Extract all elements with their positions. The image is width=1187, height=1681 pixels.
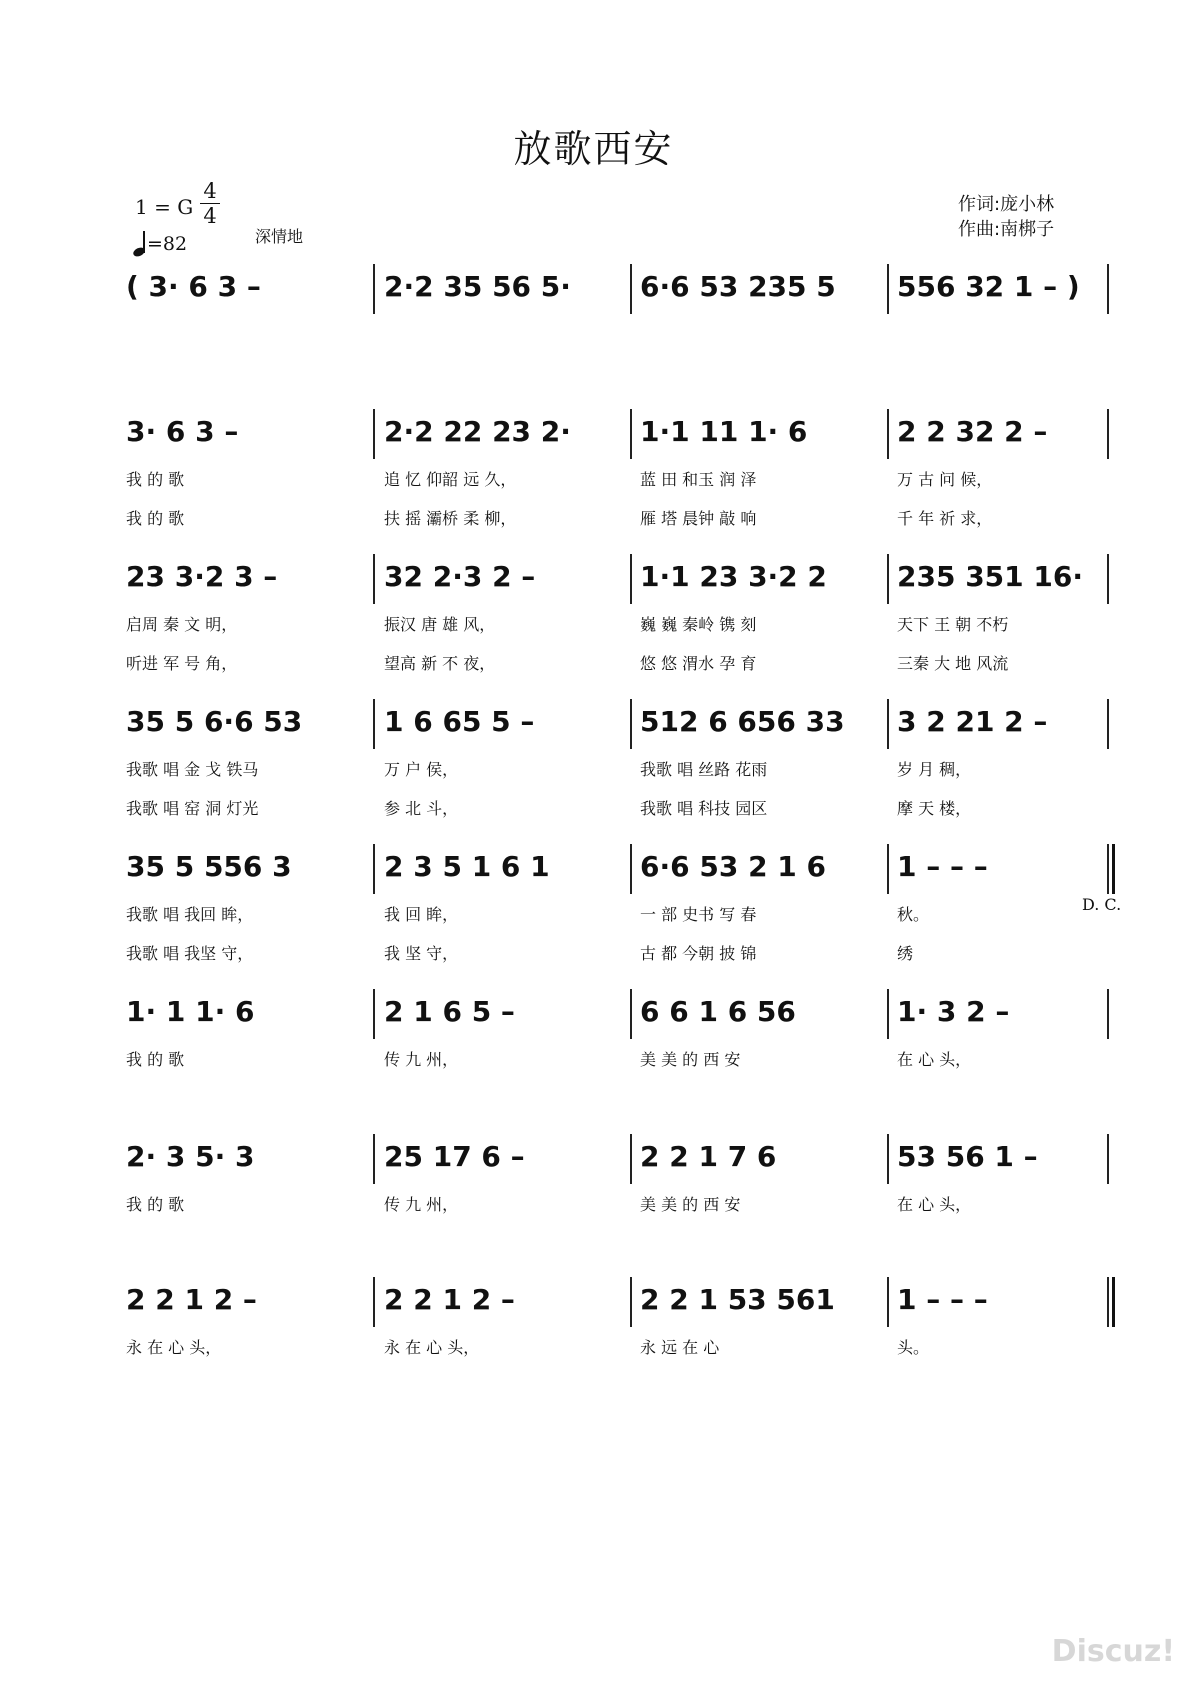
lyric-line: 传 九 州， — [384, 1195, 459, 1214]
lyric-line: 永 远 在 心 — [640, 1338, 720, 1357]
barline — [887, 264, 889, 314]
lyric-line: 永 在 心 头， — [126, 1338, 222, 1357]
lyric-line: 在 心 头， — [897, 1050, 972, 1069]
composer-credit: 作曲:南梆子 — [958, 219, 1055, 240]
lyric-line: 我歌 唱 我回 眸， — [126, 905, 254, 924]
barline — [630, 844, 632, 894]
measure-notes: 2· 3 5· 3 — [126, 1140, 255, 1173]
barline — [373, 554, 375, 604]
tempo-value: =82 — [147, 233, 188, 255]
lyric-line: 在 心 头， — [897, 1195, 972, 1214]
lyric-line: 万 古 问 候， — [897, 470, 993, 489]
measure-notes: 3· 6 3 – — [126, 415, 239, 448]
measure-notes: 35 5 556 3 — [126, 850, 292, 883]
measure-notes: 3 2 21 2 – — [897, 705, 1048, 738]
barline — [887, 1277, 889, 1327]
barline — [887, 699, 889, 749]
measure-notes: 1 – – – — [897, 1283, 988, 1316]
barline — [373, 264, 375, 314]
barline — [373, 989, 375, 1039]
da-capo-mark: D. C. — [1082, 895, 1122, 914]
barline — [887, 1134, 889, 1184]
barline — [1107, 264, 1109, 314]
song-title: 放歌西安 — [513, 127, 674, 171]
barline — [1107, 1277, 1109, 1327]
lyric-line: 千 年 祈 求， — [897, 509, 993, 528]
measure-notes: 6 6 1 6 56 — [640, 995, 796, 1028]
lyric-line: 我 的 歌 — [126, 1050, 185, 1069]
barline — [630, 409, 632, 459]
measure-notes: 556 32 1 – ) — [897, 270, 1080, 303]
barline — [1107, 1134, 1109, 1184]
lyric-line: 启周 秦 文 明， — [126, 615, 238, 634]
lyric-line: 我 坚 守， — [384, 944, 459, 963]
measure-notes: 2 2 1 2 – — [384, 1283, 515, 1316]
final-barline — [1112, 1277, 1115, 1327]
lyric-line: 我歌 唱 丝路 花雨 — [640, 760, 768, 779]
lyric-line: 蓝 田 和玉 润 泽 — [640, 470, 757, 489]
measure-notes: 1 6 65 5 – — [384, 705, 535, 738]
credits — [958, 192, 1054, 242]
time-signature-top: 4 — [203, 179, 217, 203]
final-barline — [1112, 844, 1115, 894]
barline — [373, 844, 375, 894]
time-signature-bottom: 4 — [203, 204, 217, 228]
lyric-line: 永 在 心 头， — [384, 1338, 480, 1357]
lyric-line: 绣 — [897, 944, 914, 963]
barline — [887, 554, 889, 604]
measure-notes: 23 3·2 3 – — [126, 560, 278, 593]
barline — [630, 264, 632, 314]
lyric-line: 我歌 唱 窑 洞 灯光 — [126, 799, 259, 818]
barline — [1107, 554, 1109, 604]
lyric-line: 万 户 侯， — [384, 760, 459, 779]
measure-notes: 6·6 53 235 5 — [640, 270, 836, 303]
lyric-line: 我 的 歌 — [126, 509, 185, 528]
barline — [887, 844, 889, 894]
measure-notes: 2·2 35 56 5· — [384, 270, 571, 303]
lyric-line: 雁 塔 晨钟 敲 响 — [640, 509, 757, 528]
barline — [373, 409, 375, 459]
measure-notes: ( 3· 6 3 – — [126, 270, 261, 303]
barline — [373, 1134, 375, 1184]
barline — [1107, 409, 1109, 459]
lyric-line: 悠 悠 渭水 孕 育 — [640, 654, 757, 673]
lyric-line: 我歌 唱 我坚 守， — [126, 944, 254, 963]
barline — [630, 554, 632, 604]
barline — [1107, 989, 1109, 1039]
lyric-line: 岁 月 稠， — [897, 760, 972, 779]
lyric-line: 我 的 歌 — [126, 470, 185, 489]
lyric-line: 巍 巍 秦岭 镌 刻 — [640, 615, 757, 634]
lyric-line: 三秦 大 地 风流 — [897, 654, 1009, 673]
tempo-marking — [133, 232, 187, 256]
quarter-note-icon — [133, 232, 147, 256]
measure-notes: 6·6 53 2 1 6 — [640, 850, 827, 883]
lyric-line: 秋。 — [897, 905, 930, 924]
lyric-line: 传 九 州， — [384, 1050, 459, 1069]
measure-notes: 53 56 1 – — [897, 1140, 1038, 1173]
measure-notes: 2 1 6 5 – — [384, 995, 515, 1028]
measure-notes: 2 3 5 1 6 1 — [384, 850, 550, 883]
measure-notes: 2·2 22 23 2· — [384, 415, 571, 448]
lyric-line: 美 美 的 西 安 — [640, 1050, 741, 1069]
lyric-line: 振汉 唐 雄 风， — [384, 615, 496, 634]
lyric-line: 我歌 唱 科技 园区 — [640, 799, 768, 818]
lyric-line: 听进 军 号 角， — [126, 654, 238, 673]
lyric-line: 美 美 的 西 安 — [640, 1195, 741, 1214]
lyric-line: 一 部 史书 写 春 — [640, 905, 757, 924]
lyric-line: 参 北 斗， — [384, 799, 459, 818]
lyric-line: 天下 王 朝 不朽 — [897, 615, 1009, 634]
barline — [630, 699, 632, 749]
barline — [373, 699, 375, 749]
barline — [630, 989, 632, 1039]
measure-notes: 1·1 11 1· 6 — [640, 415, 808, 448]
barline — [630, 1134, 632, 1184]
measure-notes: 2 2 1 2 – — [126, 1283, 257, 1316]
measure-notes: 1 – – – — [897, 850, 988, 883]
lyric-line: 追 忆 仰韶 远 久， — [384, 470, 517, 489]
lyric-line: 我 的 歌 — [126, 1195, 185, 1214]
watermark: Discuz! — [1051, 1634, 1175, 1669]
lyric-line: 望高 新 不 夜， — [384, 654, 496, 673]
lyric-line: 扶 摇 灞桥 柔 柳， — [384, 509, 517, 528]
lyricist-credit: 作词:庞小林 — [958, 194, 1055, 215]
measure-notes: 2 2 1 7 6 — [640, 1140, 777, 1173]
barline — [887, 409, 889, 459]
time-signature — [200, 180, 220, 227]
lyric-line: 我歌 唱 金 戈 铁马 — [126, 760, 259, 779]
barline — [1107, 699, 1109, 749]
measure-notes: 2 2 1 53 561 — [640, 1283, 835, 1316]
measure-notes: 235 351 16· — [897, 560, 1083, 593]
expression-marking: 深情地 — [255, 227, 304, 246]
measure-notes: 1·1 23 3·2 2 — [640, 560, 827, 593]
barline — [630, 1277, 632, 1327]
lyric-line: 摩 天 楼， — [897, 799, 972, 818]
lyric-line: 头。 — [897, 1338, 930, 1357]
measure-notes: 512 6 656 33 — [640, 705, 845, 738]
barline — [373, 1277, 375, 1327]
measure-notes: 2 2 32 2 – — [897, 415, 1048, 448]
measure-notes: 32 2·3 2 – — [384, 560, 536, 593]
measure-notes: 25 17 6 – — [384, 1140, 525, 1173]
lyric-line: 古 都 今朝 披 锦 — [640, 944, 757, 963]
measure-notes: 1· 1 1· 6 — [126, 995, 255, 1028]
key-signature: 1 = G — [135, 195, 194, 219]
measure-notes: 35 5 6·6 53 — [126, 705, 303, 738]
lyric-line: 我 回 眸， — [384, 905, 459, 924]
measure-notes: 1· 3 2 – — [897, 995, 1010, 1028]
barline — [1107, 844, 1109, 894]
barline — [887, 989, 889, 1039]
